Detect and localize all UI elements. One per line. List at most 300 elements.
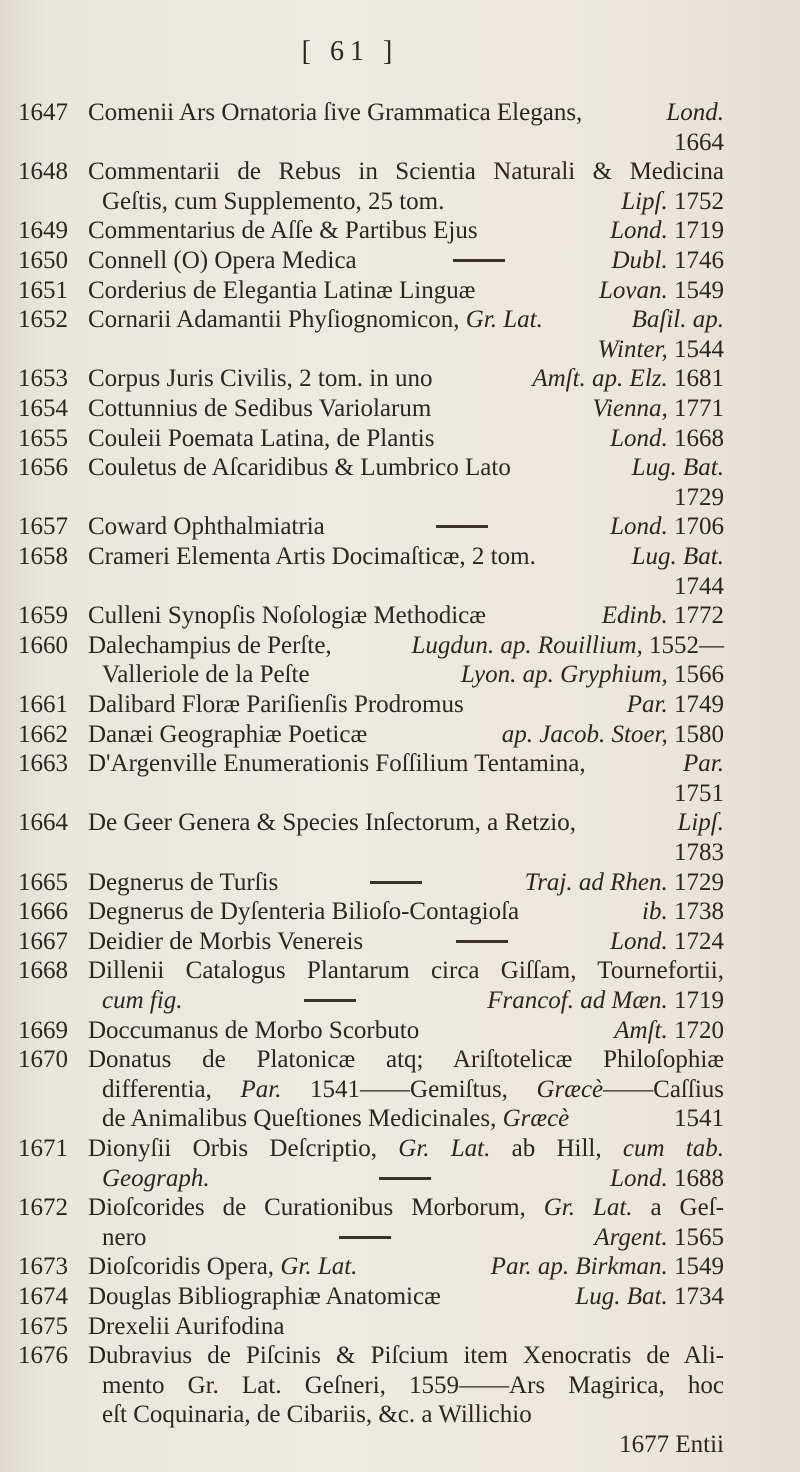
entry-text	[88, 1400, 724, 1429]
entry-number	[18, 1430, 88, 1459]
text-segment: Donatus de Platonicæ atq; Ariſtotelicæ Philoſophiæ	[88, 1046, 724, 1073]
entry-text	[88, 1193, 724, 1222]
entry-number	[18, 335, 88, 364]
entry-imprint	[622, 305, 724, 334]
text-segment: ab Hill,	[490, 1135, 623, 1162]
entry-number: 1660	[18, 632, 68, 659]
text-segment: Gr. Lat.	[543, 1194, 633, 1221]
text-segment: Francof. ad Mæn.	[487, 987, 674, 1014]
entry-text	[88, 1371, 724, 1400]
entry-number: 1655	[18, 425, 68, 452]
entry-title	[88, 512, 325, 541]
text-segment: Lipſ.	[621, 188, 674, 215]
continuation-line	[18, 779, 724, 808]
entry-number	[18, 1371, 88, 1400]
entry-number	[18, 1075, 88, 1104]
text-segment: Couleii Poemata Latina, de Plantis	[88, 425, 435, 452]
text-segment: ib.	[642, 898, 674, 925]
entry-text	[88, 601, 724, 630]
entry-imprint	[656, 98, 724, 127]
entry-imprint	[664, 483, 724, 512]
entry-title	[88, 1282, 441, 1311]
entry-title	[88, 542, 536, 571]
entry-number: 1654	[18, 395, 68, 422]
entry-title	[102, 187, 444, 216]
entry-title	[88, 453, 511, 482]
text-segment: Lond.	[610, 928, 674, 955]
text-segment: cum tab.	[622, 1135, 724, 1162]
entry-imprint	[589, 276, 724, 305]
entry-imprint	[664, 779, 724, 808]
continuation-line	[18, 1400, 724, 1429]
text-segment: 1566	[674, 661, 724, 688]
text-segment: differentia,	[102, 1076, 241, 1103]
text-segment: Drexelii Aurifodina	[88, 1313, 285, 1340]
entry-imprint	[600, 1164, 724, 1193]
entry-title	[102, 660, 310, 689]
text-segment: Degnerus de Dyſenteria Bilioſo-Contagioſa	[88, 898, 520, 925]
entry-title	[102, 1164, 210, 1193]
entry-number: 1658	[18, 543, 68, 570]
catalogue-entry-line	[18, 1312, 724, 1341]
entry-title	[88, 424, 434, 453]
text-segment: 1677 Entii	[619, 1431, 724, 1458]
entry-title	[102, 1104, 569, 1133]
catalogue-entry-line	[18, 601, 724, 630]
entry-number: 1663	[18, 750, 68, 777]
text-segment: 1738	[674, 898, 724, 925]
entry-text	[88, 246, 724, 275]
entry-number	[18, 660, 88, 689]
catalogue-entry-line	[18, 749, 724, 778]
catalogue-entry-line	[18, 927, 724, 956]
text-segment: a Geſ-	[632, 1194, 724, 1221]
text-segment: Crameri Elementa Artis Docimaſticæ, 2 tom.	[88, 543, 536, 570]
entry-number: 1676	[18, 1342, 68, 1369]
text-segment: 1729	[674, 484, 724, 511]
entry-imprint	[664, 128, 724, 157]
entry-number: 1659	[18, 602, 68, 629]
catalogue-entry-line	[18, 868, 724, 897]
entry-number: 1665	[18, 869, 68, 896]
text-segment: 1751	[674, 780, 724, 807]
entry-number: 1661	[18, 691, 68, 718]
dash-rule	[339, 1236, 391, 1239]
entry-imprint	[609, 1430, 724, 1459]
entry-text	[88, 1341, 724, 1370]
entry-imprint	[481, 1252, 724, 1281]
entry-number	[18, 779, 88, 808]
text-segment: Cornarii Adamantii Phyſiognomicon,	[88, 306, 466, 333]
continuation-line	[18, 335, 724, 364]
entry-imprint	[451, 660, 724, 689]
entry-imprint	[664, 1104, 724, 1133]
catalogue-entry-line	[18, 1016, 724, 1045]
text-segment: Lond.	[666, 99, 724, 126]
entry-imprint	[617, 690, 724, 719]
entry-text	[88, 779, 724, 808]
text-segment: 1668	[674, 425, 724, 452]
text-segment: eſt Coquinaria, de Cibariis, &c. a Willichio	[102, 1401, 532, 1428]
text-segment: 1552—	[649, 632, 724, 659]
text-segment: Winter,	[597, 336, 674, 363]
entry-title	[88, 1194, 724, 1221]
entry-number: 1673	[18, 1253, 68, 1280]
entry-number: 1672	[18, 1194, 68, 1221]
catalogue-entry-line	[18, 157, 724, 186]
entry-title	[88, 364, 432, 393]
text-segment: nero	[102, 1224, 147, 1251]
entry-title	[88, 1342, 724, 1369]
catalogue-entry-line	[18, 1134, 724, 1163]
entry-text	[88, 1252, 724, 1281]
entry-text	[88, 394, 724, 423]
catalogue-entry-line	[18, 808, 724, 837]
entry-text	[88, 927, 724, 956]
text-segment: Lug. Bat.	[631, 543, 724, 570]
entry-text	[88, 1075, 724, 1104]
entry-text	[88, 660, 724, 689]
entry-text	[88, 1164, 724, 1193]
entry-text	[88, 1223, 724, 1252]
text-segment: 1544	[674, 336, 724, 363]
entry-text	[88, 424, 724, 453]
text-segment: 1734	[674, 1283, 724, 1310]
entry-number: 1670	[18, 1046, 68, 1073]
dash-rule	[304, 999, 356, 1002]
text-segment: cum fig.	[102, 987, 183, 1014]
catalogue-entry-line	[18, 305, 724, 334]
entry-title	[88, 158, 724, 185]
continuation-line	[18, 1371, 724, 1400]
text-segment: 1549	[674, 1253, 724, 1280]
text-segment: Corderius de Elegantia Latinæ Linguæ	[88, 277, 476, 304]
catalogue-entry-line	[18, 276, 724, 305]
entry-title	[88, 1312, 284, 1341]
text-segment: 1772	[674, 602, 724, 629]
text-segment: 1565	[673, 1224, 724, 1251]
entry-imprint	[588, 335, 724, 364]
catalogue-entry-line	[18, 394, 724, 423]
text-segment: Dioſcorides de Curationibus Morborum,	[88, 1194, 544, 1221]
continuation-line	[18, 187, 724, 216]
entry-imprint	[600, 927, 724, 956]
text-segment: Gr. Lat.	[465, 306, 543, 333]
text-segment: ——Caſſius	[603, 1076, 724, 1103]
text-segment: Dalibard Floræ Pariſienſis Prodromus	[88, 691, 464, 718]
text-segment: Corpus Juris Civilis, 2 tom. in uno	[88, 365, 433, 392]
entry-text	[88, 512, 724, 541]
entry-imprint	[673, 749, 724, 778]
entry-number: 1653	[18, 365, 68, 392]
text-segment: 1783	[674, 839, 724, 866]
entry-title	[88, 720, 367, 749]
entry-text	[88, 542, 724, 571]
continuation-line	[18, 1223, 724, 1252]
dash-rule	[456, 940, 508, 943]
catalogue-entry-line	[18, 1341, 724, 1370]
text-segment: Traj. ad Rhen.	[524, 869, 674, 896]
entry-number: 1675	[18, 1313, 68, 1340]
entry-title	[88, 246, 357, 275]
entry-text	[88, 690, 724, 719]
entry-number: 1671	[18, 1135, 68, 1162]
entry-imprint	[583, 394, 724, 423]
text-segment: Lond.	[610, 217, 674, 244]
entry-number: 1662	[18, 721, 68, 748]
entry-imprint	[515, 868, 724, 897]
entry-text	[88, 157, 724, 186]
entry-imprint	[600, 424, 724, 453]
text-segment: 1541——Gemiſtus,	[281, 1076, 537, 1103]
entry-title	[88, 305, 543, 334]
entry-imprint	[600, 512, 724, 541]
text-segment: Geograph.	[102, 1165, 210, 1192]
text-segment: Degnerus de Turſis	[88, 869, 279, 896]
entry-number	[18, 1164, 88, 1193]
text-segment: Coward Ophthalmiatria	[88, 513, 325, 540]
entry-text	[88, 1430, 724, 1459]
entry-text	[88, 276, 724, 305]
continuation-line	[18, 483, 724, 512]
entry-number: 1666	[18, 898, 68, 925]
entry-number	[18, 187, 88, 216]
text-segment: 1746	[674, 247, 724, 274]
text-segment: Danæi Geographiæ Poeticæ	[88, 721, 368, 748]
dash-rule	[379, 1177, 431, 1180]
entry-text	[88, 364, 724, 393]
entry-text	[88, 720, 724, 749]
text-segment: Par.	[683, 750, 724, 777]
text-segment: 1688	[673, 1165, 724, 1192]
text-segment: 1719	[674, 987, 724, 1014]
entry-title	[88, 631, 332, 660]
text-segment: Amſt.	[614, 1017, 674, 1044]
entry-imprint	[565, 1282, 724, 1311]
entry-text	[88, 986, 724, 1015]
text-segment: Doccumanus de Morbo Scorbuto	[88, 1017, 420, 1044]
text-segment: ap. Jacob. Stoer,	[501, 721, 674, 748]
entry-imprint	[664, 838, 724, 867]
entry-imprint	[622, 453, 724, 482]
entry-title	[88, 690, 464, 719]
text-segment: 1541	[674, 1105, 724, 1132]
catalogue-entry-line	[18, 98, 724, 127]
entry-text	[88, 187, 724, 216]
entry-imprint	[667, 808, 724, 837]
entry-title	[88, 1135, 724, 1162]
entry-text	[88, 1312, 724, 1341]
entry-title	[102, 1223, 146, 1252]
dash-rule	[436, 525, 488, 528]
entry-imprint	[522, 364, 724, 393]
text-segment: Dubl.	[611, 247, 674, 274]
text-segment: Lond.	[610, 425, 674, 452]
entry-number: 1669	[18, 1017, 68, 1044]
text-segment: Lug. Bat.	[631, 454, 724, 481]
text-segment: Dubravius de Piſcinis & Piſcium item Xenocratis de Ali-	[88, 1342, 724, 1369]
text-segment: Gr. Lat.	[398, 1135, 491, 1162]
continuation-line	[18, 572, 724, 601]
entry-text	[88, 572, 724, 601]
entry-number: 1664	[18, 809, 68, 836]
entry-text	[88, 1045, 724, 1074]
catalogue-entry-line	[18, 453, 724, 482]
entry-number	[18, 128, 88, 157]
entry-text	[88, 1134, 724, 1163]
entry-imprint	[604, 1016, 724, 1045]
entry-number: 1656	[18, 454, 68, 481]
entry-text	[88, 897, 724, 926]
entry-number: 1668	[18, 957, 68, 984]
text-segment: Dioſcoridis Opera,	[88, 1253, 281, 1280]
text-segment: Dalechampius de Perſte,	[88, 632, 332, 659]
entry-title	[88, 868, 278, 897]
entry-imprint	[664, 572, 724, 601]
text-segment: 1580	[674, 721, 724, 748]
entry-title	[88, 1046, 724, 1073]
text-segment: Par.	[240, 1076, 282, 1103]
text-segment: Connell (O) Opera Medica	[88, 247, 357, 274]
text-segment: 1752	[674, 188, 724, 215]
text-segment: 1706	[674, 513, 724, 540]
entry-number: 1657	[18, 513, 68, 540]
continuation-line	[18, 1430, 724, 1459]
entry-text	[88, 631, 724, 660]
catalogue-entry-line	[18, 690, 724, 719]
text-segment: Comenii Ars Ornatoria ſive Grammatica Elegans,	[88, 99, 583, 126]
entry-title	[88, 394, 431, 423]
entry-text	[88, 335, 724, 364]
text-segment: Couletus de Aſcaridibus & Lumbrico Lato	[88, 454, 511, 481]
entry-text	[88, 838, 724, 867]
page-number: [ 61 ]	[301, 36, 399, 67]
continuation-line	[18, 986, 724, 1015]
catalogue-entry-line	[18, 246, 724, 275]
text-segment: Lovan.	[599, 277, 674, 304]
text-segment: 1681	[674, 365, 724, 392]
entry-title	[88, 808, 576, 837]
entry-number: 1674	[18, 1283, 68, 1310]
continuation-line	[18, 660, 724, 689]
entry-number	[18, 838, 88, 867]
text-segment: mento Gr. Lat. Geſneri, 1559——Ars Magirica, hoc	[102, 1372, 724, 1399]
entry-number	[18, 572, 88, 601]
catalogue-entry-line	[18, 1045, 724, 1074]
continuation-line	[18, 838, 724, 867]
text-segment: Græcè	[502, 1105, 570, 1132]
entry-number: 1649	[18, 217, 68, 244]
catalogue-entry-line	[18, 364, 724, 393]
entry-text	[88, 483, 724, 512]
entry-title	[102, 986, 183, 1015]
text-segment: Lond.	[610, 1165, 674, 1192]
dash-rule	[453, 259, 505, 262]
entry-title	[88, 957, 724, 984]
entry-imprint	[477, 986, 724, 1015]
continuation-line	[18, 1164, 724, 1193]
catalogue-entry-line	[18, 1252, 724, 1281]
text-segment: Lond.	[610, 513, 674, 540]
text-segment: De Geer Genera & Species Inſectorum, a Retzio,	[88, 809, 576, 836]
entry-imprint	[611, 187, 724, 216]
entry-title	[88, 601, 486, 630]
text-segment: Commentarius de Aſſe & Partibus Ejus	[88, 217, 478, 244]
entry-text	[88, 1016, 724, 1045]
entry-imprint	[584, 1223, 724, 1252]
entry-imprint	[602, 246, 725, 275]
entry-imprint	[600, 216, 724, 245]
entry-number	[18, 1400, 88, 1429]
catalogue-entry-line	[18, 631, 724, 660]
catalogue-entry-line	[18, 897, 724, 926]
catalogue-entry-line	[18, 720, 724, 749]
catalogue-entry-line	[18, 1193, 724, 1222]
text-segment: Deidier de Morbis Venereis	[88, 928, 364, 955]
text-segment: 1749	[674, 691, 724, 718]
entry-text	[88, 98, 724, 127]
text-segment: 1549	[674, 277, 724, 304]
entry-title	[88, 98, 582, 127]
continuation-line	[18, 128, 724, 157]
text-segment: Vienna,	[592, 395, 674, 422]
text-segment: 1724	[673, 928, 724, 955]
text-segment: Cottunnius de Sedibus Variolarum	[88, 395, 432, 422]
catalogue-entry-line	[18, 542, 724, 571]
entry-imprint	[632, 897, 724, 926]
text-segment: Lipſ.	[677, 809, 724, 836]
text-segment: de Animalibus Queſtiones Medicinales,	[102, 1105, 503, 1132]
text-segment: Lugdun. ap. Rouillium,	[411, 632, 649, 659]
entry-text	[88, 305, 724, 334]
entry-title	[102, 1076, 724, 1103]
text-segment: Dionyſii Orbis Deſcriptio,	[88, 1135, 399, 1162]
entry-title	[88, 276, 475, 305]
text-segment: 1744	[674, 573, 724, 600]
entry-imprint	[401, 631, 724, 660]
text-segment: Culleni Synopſis Noſologiæ Methodicæ	[88, 602, 486, 629]
catalogue-entry-line	[18, 1282, 724, 1311]
text-segment: Dillenii Catalogus Plantarum circa Giſſam, Tournefortii,	[88, 957, 724, 984]
text-segment: 1720	[674, 1017, 724, 1044]
entry-text	[88, 808, 724, 837]
catalogue-entry-line	[18, 956, 724, 985]
text-segment: Commentarii de Rebus in Scientia Naturali & Medicina	[88, 158, 724, 185]
text-segment: 1729	[674, 869, 724, 896]
entry-title	[102, 1400, 532, 1429]
continuation-line	[18, 1104, 724, 1133]
entry-text	[88, 453, 724, 482]
entry-number	[18, 1104, 88, 1133]
entry-title	[88, 749, 586, 778]
entry-title	[88, 1252, 357, 1281]
entry-number: 1650	[18, 247, 68, 274]
entry-text	[88, 1282, 724, 1311]
dash-rule	[370, 881, 422, 884]
text-segment: Lug. Bat.	[575, 1283, 674, 1310]
entry-number: 1647	[18, 99, 68, 126]
text-segment: 1771	[674, 395, 724, 422]
text-segment: Par.	[626, 691, 674, 718]
text-segment: Græcè	[536, 1076, 604, 1103]
text-segment: Lyon. ap. Gryphium,	[460, 661, 674, 688]
text-segment: Amſt. ap. Elz.	[532, 365, 674, 392]
entry-title	[88, 927, 363, 956]
text-segment: 1719	[674, 217, 724, 244]
catalogue-entry-line	[18, 512, 724, 541]
entry-text	[88, 956, 724, 985]
entry-text	[88, 749, 724, 778]
